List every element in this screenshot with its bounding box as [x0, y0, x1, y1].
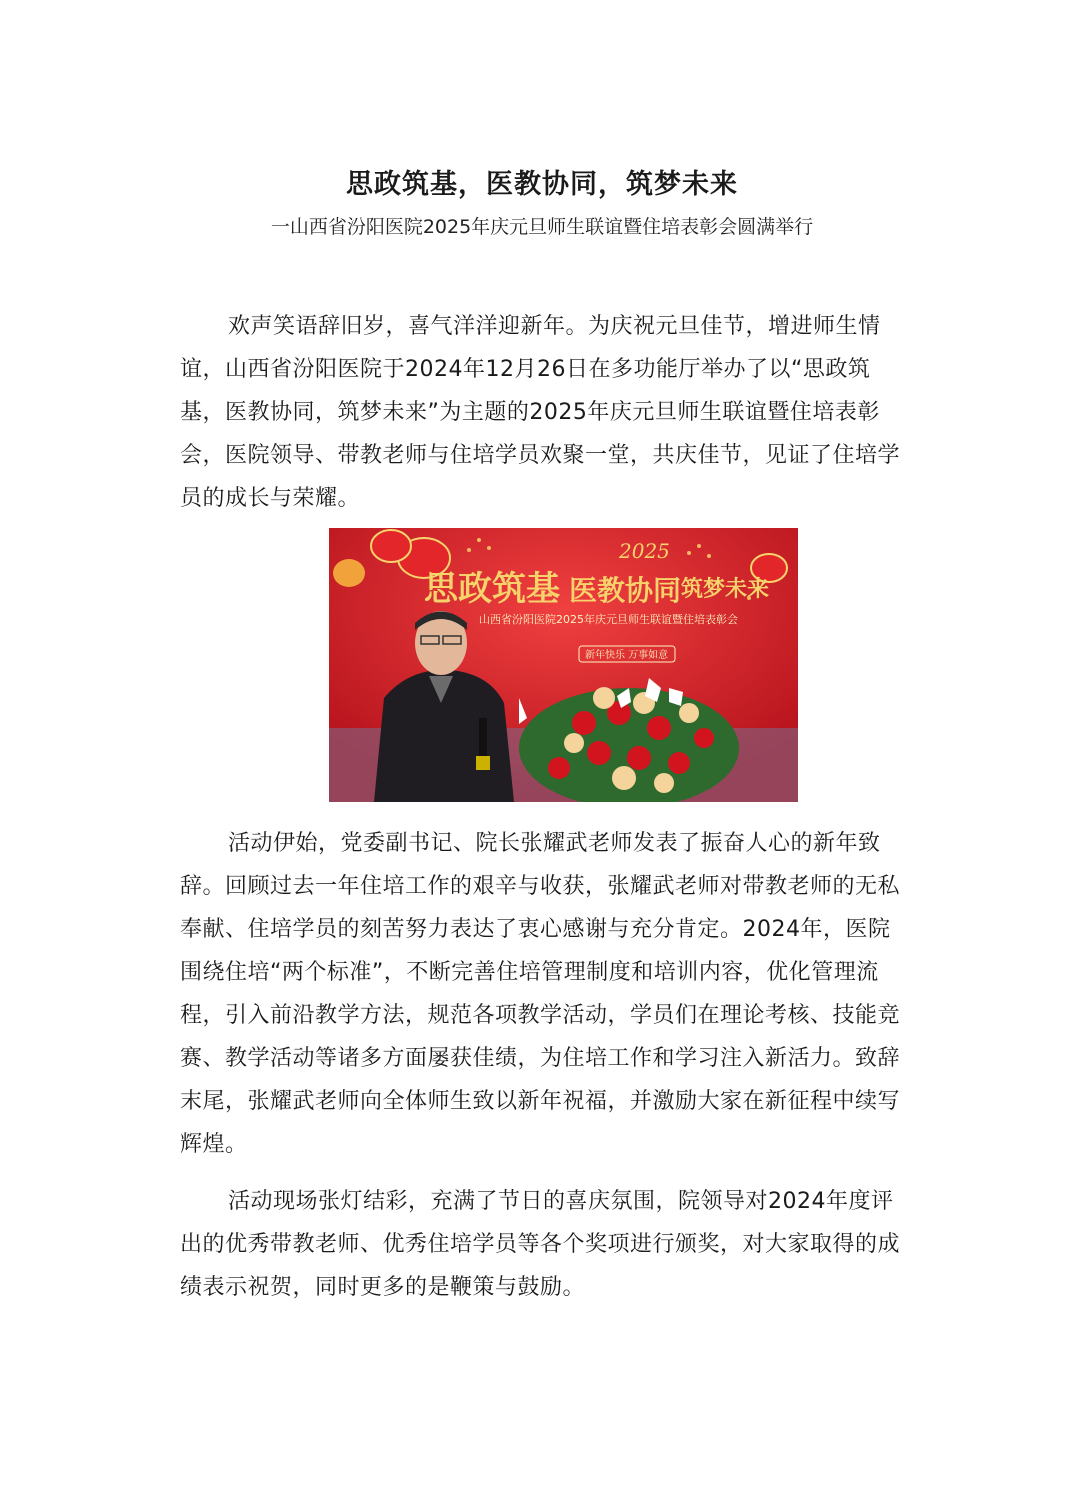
banner-main-2: 医教协同: [569, 574, 682, 607]
banner-tag: 新年快乐 万事如意: [585, 650, 669, 661]
banner-subtitle: 山西省汾阳医院2025年庆元旦师生联谊暨住培表彰会: [479, 613, 738, 626]
paragraph-awards: 活动现场张灯结彩，充满了节日的喜庆氛围，院领导对2024年度评出的优秀带教老师、优秀住培学员等各个奖项进行颁奖，对大家取得的成绩表示祝贺，同时更多的是鞭策与鼓励。: [180, 1189, 901, 1300]
banner-main-3: 筑梦未来: [681, 576, 770, 602]
article-subtitle: 一山西省汾阳医院2025年庆元旦师生联谊暨住培表彰会圆满举行: [270, 216, 814, 238]
paragraph-intro: 欢声笑语辞旧岁，喜气洋洋迎新年。为庆祝元旦佳节，增进师生情谊，山西省汾阳医院于2024年12月26日在多功能厅举办了以“思政筑基，医教协同，筑梦未来”为主题的2025年庆元旦师生联谊暨住培表彰会，医院领导、带教老师与住培学员欢聚一堂，共庆佳节，见证了住培学员的成长与荣耀。: [180, 314, 901, 511]
banner-main-1: 思政筑基: [424, 569, 560, 609]
paragraph-speech: 活动伊始，党委副书记、院长张耀武老师发表了振奋人心的新年致辞。回顾过去一年住培工作的艰辛与收获，张耀武老师对带教老师的无私奉献、住培学员的刻苦努力表达了衷心感谢与充分肯定。2024年，医院围绕住培“两个标准”，不断完善住培管理制度和培训内容，优化管理流程，引入前沿教学方法，规范各项教学活动，学员们在理论考核、技能竞赛、教学活动等诸多方面屡获佳绩，为住培工作和学习注入新活力。致辞末尾，张耀武老师向全体师生致以新年祝福，并激励大家在新征程中续写辉煌。: [180, 831, 901, 1157]
event-photo: [329, 528, 798, 802]
banner-year: 2025: [619, 539, 670, 563]
article-title: 思政筑基，医教协同，筑梦未来: [346, 169, 738, 200]
